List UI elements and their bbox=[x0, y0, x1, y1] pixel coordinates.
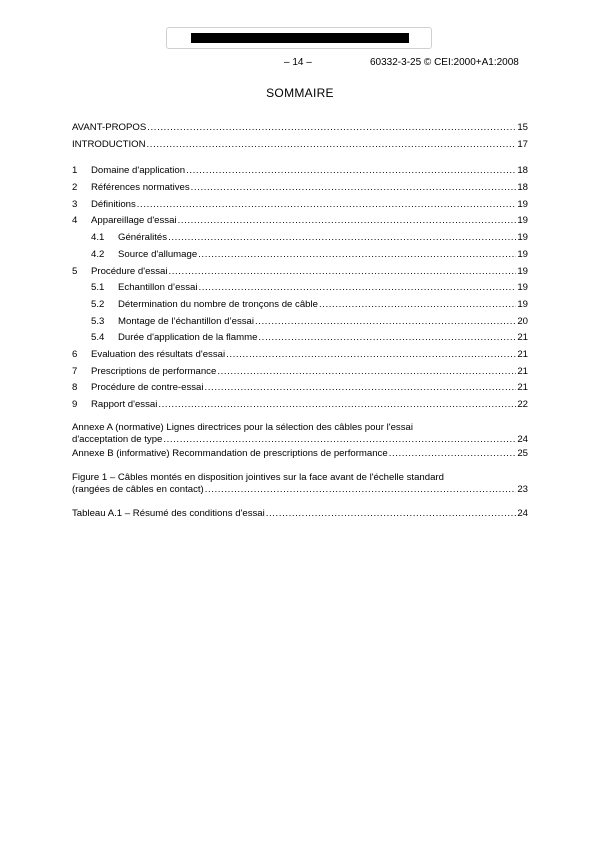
toc-entry-page: 19 bbox=[517, 198, 528, 210]
toc-entry-page: 19 bbox=[517, 248, 528, 260]
toc-entry-tableau-a1[interactable] bbox=[72, 506, 528, 523]
toc-entry-label: Annexe A (normative) Lignes directrices pour la sélection des câbles pour l'essai bbox=[72, 421, 413, 433]
dot-leader bbox=[198, 247, 516, 264]
toc-entry-page: 17 bbox=[517, 138, 528, 150]
toc-entry-number: 5 bbox=[72, 265, 78, 277]
toc-entry-label: Références normatives bbox=[91, 182, 190, 194]
dot-leader bbox=[168, 230, 516, 247]
toc-entry-introduction[interactable] bbox=[72, 137, 528, 154]
toc-entry-number: 8 bbox=[72, 382, 78, 394]
toc-entry-clause[interactable] bbox=[72, 197, 528, 214]
dot-leader bbox=[217, 364, 516, 381]
toc-entry-label: Evaluation des résultats d'essai bbox=[91, 348, 226, 360]
toc-entry-label-continued: d'acceptation de type bbox=[72, 433, 163, 445]
toc-entry-page: 21 bbox=[517, 332, 528, 344]
toc-entry-label: Source d'allumage bbox=[118, 248, 198, 260]
redacted-header-box bbox=[166, 27, 432, 49]
toc-entry-clause[interactable] bbox=[72, 364, 528, 381]
toc-entry-page: 19 bbox=[517, 298, 528, 310]
toc-entry-number: 9 bbox=[72, 399, 78, 410]
table-of-contents bbox=[72, 120, 528, 523]
toc-entry-page: 18 bbox=[517, 165, 528, 177]
toc-entry-label: Tableau A.1 – Résumé des conditions d'essai bbox=[72, 508, 265, 520]
toc-entry-label: Rapport d'essai bbox=[91, 399, 158, 410]
dot-leader bbox=[178, 213, 517, 230]
toc-entry-page: 19 bbox=[517, 265, 528, 277]
dot-leader bbox=[319, 297, 516, 314]
toc-entry-clause[interactable] bbox=[72, 297, 528, 314]
toc-entry-page: 24 bbox=[517, 508, 528, 520]
toc-entry-annexe-b[interactable] bbox=[72, 446, 528, 463]
toc-entry-number: 1 bbox=[72, 165, 78, 177]
toc-entry-figure-1[interactable] bbox=[72, 472, 528, 496]
dot-leader bbox=[191, 180, 517, 197]
dot-leader bbox=[198, 280, 516, 297]
page-number: – 14 – bbox=[284, 57, 312, 68]
toc-entry-page: 21 bbox=[517, 382, 528, 394]
dot-leader bbox=[137, 197, 517, 214]
toc-title: SOMMAIRE bbox=[266, 86, 334, 100]
toc-entry-number: 3 bbox=[72, 198, 78, 210]
toc-entry-number: 4.2 bbox=[91, 248, 105, 260]
document-reference: 60332-3-25 © CEI:2000+A1:2008 bbox=[370, 57, 519, 68]
dot-leader bbox=[389, 446, 517, 463]
toc-entry-label: Procédure de contre-essai bbox=[91, 382, 204, 394]
toc-entry-number: 5.2 bbox=[91, 298, 105, 310]
toc-entry-label: Durée d'application de la flamme bbox=[118, 332, 258, 344]
toc-entry-clause[interactable] bbox=[72, 213, 528, 230]
toc-entry-label: Définitions bbox=[91, 198, 136, 210]
toc-entry-label: AVANT-PROPOS bbox=[72, 122, 147, 133]
toc-entry-label: Annexe B (informative) Recommandation de prescriptions de performance bbox=[72, 447, 388, 459]
redaction-bar bbox=[191, 33, 409, 43]
toc-entry-label: Détermination du nombre de tronçons de câble bbox=[118, 298, 318, 310]
toc-entry-page: 21 bbox=[517, 348, 528, 360]
toc-entry-page: 24 bbox=[517, 433, 528, 445]
toc-entry-page: 15 bbox=[517, 122, 528, 133]
toc-entry-page: 25 bbox=[517, 447, 528, 459]
dot-leader bbox=[147, 137, 517, 154]
toc-entry-label: Prescriptions de performance bbox=[91, 365, 217, 377]
toc-entry-number: 5.3 bbox=[91, 315, 105, 327]
dot-leader bbox=[205, 484, 517, 496]
toc-entry-page: 23 bbox=[517, 484, 528, 496]
toc-entry-clause[interactable] bbox=[72, 280, 528, 297]
toc-entry-clause[interactable] bbox=[72, 314, 528, 331]
toc-entry-page: 19 bbox=[517, 282, 528, 294]
toc-entry-number: 4 bbox=[72, 215, 78, 227]
toc-entry-clause[interactable] bbox=[72, 264, 528, 281]
dot-leader bbox=[266, 506, 517, 523]
dot-leader bbox=[147, 120, 516, 137]
toc-entry-page: 18 bbox=[517, 182, 528, 194]
toc-entry-number: 5.4 bbox=[91, 332, 105, 344]
toc-entry-clause[interactable] bbox=[72, 230, 528, 247]
toc-entry-clause[interactable] bbox=[72, 163, 528, 180]
toc-entry-label: Généralités bbox=[118, 232, 168, 244]
dot-leader bbox=[226, 347, 516, 364]
dot-leader bbox=[258, 330, 516, 347]
toc-entry-annexe-a[interactable] bbox=[72, 422, 528, 446]
toc-clauses bbox=[72, 163, 528, 413]
toc-entry-label: Figure 1 – Câbles montés en disposition jointives sur la face avant de l'échelle standard bbox=[72, 472, 444, 484]
toc-entry-clause[interactable] bbox=[72, 347, 528, 364]
toc-entry-clause[interactable] bbox=[72, 397, 528, 414]
toc-entry-page: 21 bbox=[517, 365, 528, 377]
toc-entry-number: 4.1 bbox=[91, 232, 105, 244]
toc-entry-clause[interactable] bbox=[72, 247, 528, 264]
toc-entry-page: 19 bbox=[517, 232, 528, 244]
toc-entry-avant-propos[interactable] bbox=[72, 120, 528, 137]
toc-entry-number: 7 bbox=[72, 365, 78, 377]
toc-entry-label: Domaine d'application bbox=[91, 165, 186, 177]
toc-entry-number: 2 bbox=[72, 182, 78, 194]
dot-leader bbox=[158, 397, 516, 414]
toc-entry-label: Appareillage d'essai bbox=[91, 215, 177, 227]
toc-entry-label: Echantillon d’essai bbox=[118, 282, 198, 294]
dot-leader bbox=[255, 314, 516, 331]
dot-leader bbox=[186, 163, 516, 180]
toc-entry-page: 19 bbox=[517, 215, 528, 227]
toc-entry-page: 22 bbox=[517, 399, 528, 410]
toc-entry-label-continued: (rangées de câbles en contact) bbox=[72, 484, 204, 496]
toc-entry-number: 5.1 bbox=[91, 282, 105, 294]
toc-entry-label: INTRODUCTION bbox=[72, 138, 146, 150]
toc-entry-clause[interactable] bbox=[72, 380, 528, 397]
toc-entry-page: 20 bbox=[517, 315, 528, 327]
toc-entry-number: 6 bbox=[72, 348, 78, 360]
toc-entry-clause[interactable] bbox=[72, 330, 528, 347]
toc-entry-label: Procédure d'essai bbox=[91, 265, 168, 277]
dot-leader bbox=[169, 264, 517, 281]
dot-leader bbox=[163, 434, 516, 446]
toc-entry-clause[interactable] bbox=[72, 180, 528, 197]
toc-entry-label: Montage de l’échantillon d’essai bbox=[118, 315, 254, 327]
dot-leader bbox=[205, 380, 517, 397]
